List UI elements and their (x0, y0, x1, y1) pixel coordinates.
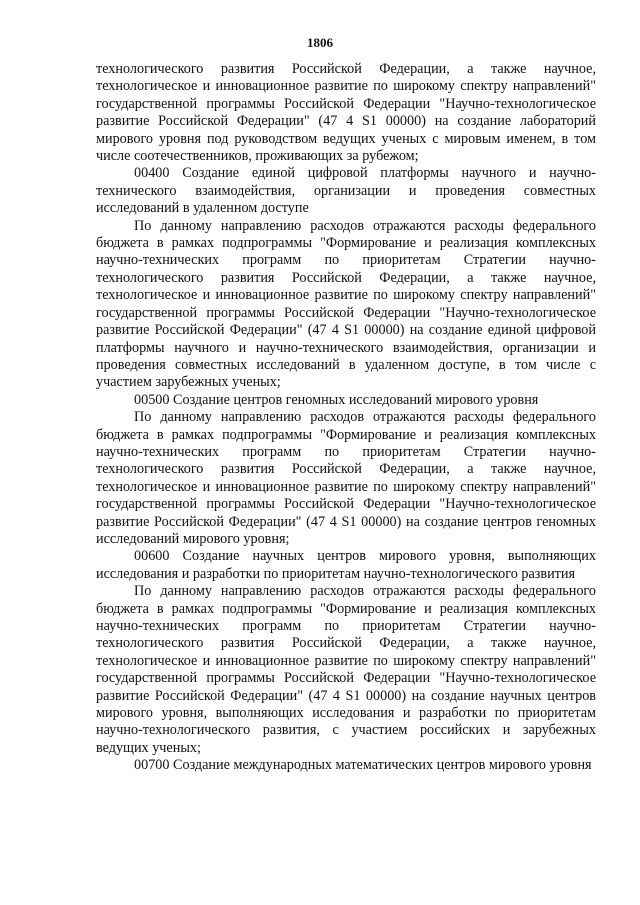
heading-00600: 00600 Создание научных центров мирового уровня, выполняющих исследования и разработки по приоритетам научно-технологического развития (96, 548, 596, 582)
paragraph-00600-description: По данному направлению расходов отражаются расходы федерального бюджета в рамках подпрограммы "Формирование и реализация комплексных научно-технических программ по приоритетам Стратегии научно-технологического развития Российской Федерации, а также научное, технологическое и инновационное развитие по широкому спектру направлений" государственной программы Российской Федерации "Научно-технологическое развитие Российской Федерации" (47 4 S1 00000) на создание научных центров мирового уровня, выполняющих исследования и разработки по приоритетам научно-технологического развития, с участием российских и зарубежных ведущих ученых; (96, 583, 596, 756)
paragraph-00500-description: По данному направлению расходов отражаются расходы федерального бюджета в рамках подпрограммы "Формирование и реализация комплексных научно-технических программ по приоритетам Стратегии научно-технологического развития Российской Федерации, а также научное, технологическое и инновационное развитие по широкому спектру направлений" государственной программы Российской Федерации "Научно-технологическое развитие Российской Федерации" (47 4 S1 00000) на создание центров геномных исследований мирового уровня; (96, 409, 596, 547)
paragraph-00400-description: По данному направлению расходов отражаются расходы федерального бюджета в рамках подпрограммы "Формирование и реализация комплексных научно-технических программ по приоритетам Стратегии научно-технологического развития Российской Федерации, а также научное, технологическое и инновационное развитие по широкому спектру направлений" государственной программы Российской Федерации "Научно-технологическое развитие Российской Федерации" (47 4 S1 00000) на создание единой цифровой платформы научного и научно-технического взаимодействия, организации и проведения совместных исследований в удаленном доступе, в том числе с участием зарубежных ученых; (96, 217, 596, 391)
document-body (96, 61, 596, 775)
heading-00400: 00400 Создание единой цифровой платформы научного и научно-технического взаимодействия, организации и проведения совместных исследований в удаленном доступе (96, 165, 596, 217)
paragraph-continuation: технологического развития Российской Федерации, а также научное, технологическое и инновационное развитие по широкому спектру направлений" государственной программы Российской Федерации "Научно-технологическое развитие Российской Федерации" (47 4 S1 00000) на создание лабораторий мирового уровня под руководством ведущих ученых с мировым именем, в том числе соотечественников, проживающих за рубежом; (96, 61, 596, 165)
page-number: 1806 (307, 35, 333, 50)
heading-00500: 00500 Создание центров геномных исследований мирового уровня (134, 391, 539, 408)
heading-00700: 00700 Создание международных математических центров мирового уровня (134, 757, 592, 774)
